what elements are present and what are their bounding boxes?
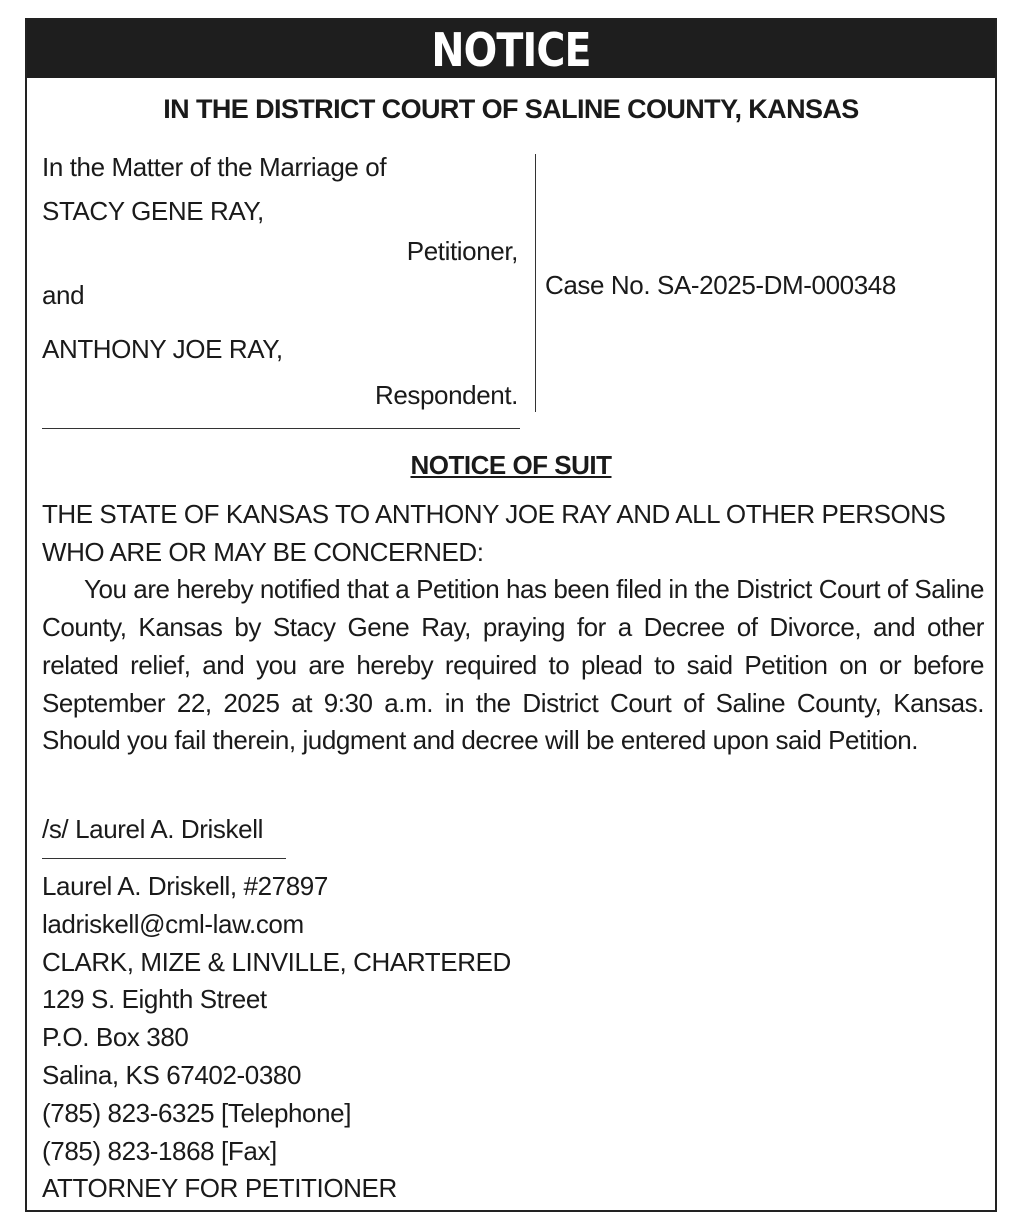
attorney-name: Laurel A. Driskell, #27897 [42,871,328,901]
case-caption [42,152,982,432]
matter-line: In the Matter of the Marriage of [42,152,387,182]
notice-body [42,496,984,760]
and-line: and [42,280,85,310]
city-state-zip: Salina, KS 67402-0380 [42,1059,302,1090]
case-number: Case No. SA-2025-DM-000348 [545,270,896,300]
notice-of-suit-title: NOTICE OF SUIT [410,450,612,480]
caption-divider [535,154,536,412]
petitioner-label: Petitioner, [406,236,518,266]
caption-rule [42,428,520,429]
signature-line: /s/ Laurel A. Driskell [42,814,263,844]
attorney-role: ATTORNEY FOR PETITIONER [42,1173,397,1204]
caption-parties [42,152,518,432]
court-heading: IN THE DISTRICT COURT OF SALINE COUNTY, KANSAS [163,94,859,124]
signature-rule [42,858,286,859]
street-address: 129 S. Eighth Street [42,984,267,1015]
po-box: P.O. Box 380 [42,1022,189,1053]
attorney-block [42,868,511,1208]
law-firm: CLARK, MIZE & LINVILLE, CHARTERED [42,946,511,977]
respondent-label: Respondent. [374,380,518,410]
attorney-email: ladriskell@cml-law.com [42,908,304,939]
notice-paragraph: You are hereby notified that a Petition has been filed in the District Court of Saline County, Kansas by Stacy Gene Ray, praying for a Decree of Divorce, and other related relief, and you are hereby required to plead to said Petition on or before September 22, 2025 at 9:30 a.m. in the District Court of Saline County, Kansas. Should you fail therein, judgment and decree will be entered upon said Petition. [42,574,984,756]
notice-address: THE STATE OF KANSAS TO ANTHONY JOE RAY AND ALL OTHER PERSONS WHO ARE OR MAY BE CONCERNED: [42,499,946,567]
fax: (785) 823-1868 [Fax] [42,1135,277,1166]
telephone: (785) 823-6325 [Telephone] [42,1097,352,1128]
legal-notice [25,18,997,1212]
respondent-name: ANTHONY JOE RAY, [42,334,283,364]
notice-title: NOTICE [95,20,927,78]
petitioner-name: STACY GENE RAY, [42,196,264,226]
